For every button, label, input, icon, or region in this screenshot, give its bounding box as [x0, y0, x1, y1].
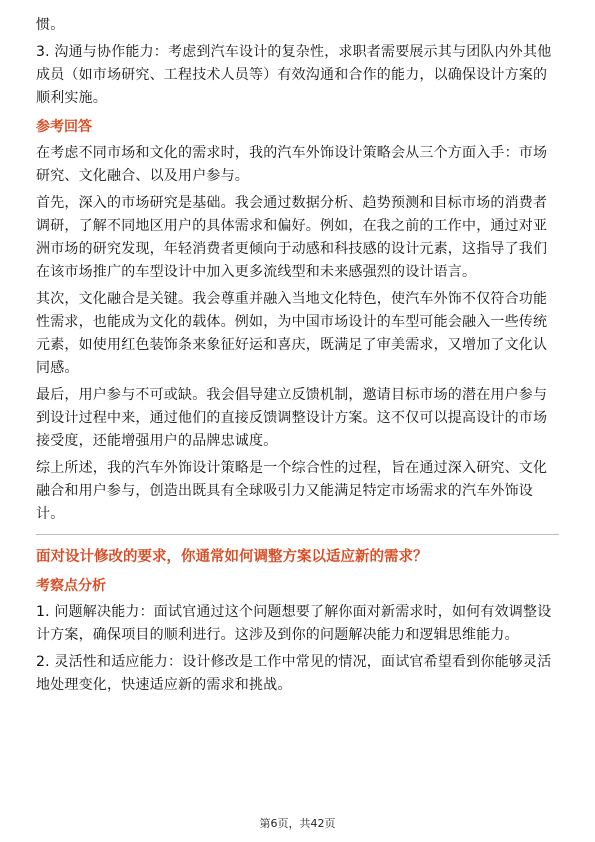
answer-paragraph-2: 首先，深入的市场研究是基础。我会通过数据分析、趋势预测和目标市场的消费者调研，了解不同地区用户的具体需求和偏好。例如，在我之前的工作中，通过对亚洲市场的研究发现，年轻消费者更倾向于动感和科技感的设计元素，这指导了我们在该市场推广的车型设计中加入更多流线型和未来感强烈的设计语言。: [36, 195, 548, 280]
answer-paragraph-5: 综上所述，我的汽车外饰设计策略是一个综合性的过程，旨在通过深入研究、文化融合和用户参与，创造出既具有全球吸引力又能满足特定市场需求的汽车外饰设计。: [36, 460, 548, 522]
analysis-heading: 考察点分析: [36, 578, 106, 594]
continuation-text: 惯。: [36, 17, 65, 33]
question-title: 面对设计修改的要求，你通常如何调整方案以适应新的需求？: [36, 549, 428, 565]
answer-paragraph-3: 其次，文化融合是关键。我会尊重并融入当地文化特色，使汽车外饰不仅符合功能性需求，也能成为文化的载体。例如，为中国市场设计的车型可能会融入一些传统元素，如使用红色装饰条来象征好运和喜庆，既满足了审美需求，又增加了文化认同感。: [36, 291, 548, 376]
section-divider: [36, 534, 559, 535]
point-3: 3. 沟通与协作能力：考虑到汽车设计的复杂性，求职者需要展示其与团队内外其他成员（如市场研究、工程技术人员等）有效沟通和合作的能力，以确保设计方案的顺利实施。: [36, 44, 552, 106]
document-page: [36, 14, 559, 701]
analysis-point-2: 2. 灵活性和适应能力：设计修改是工作中常见的情况，面试官希望看到你能够灵活地处理变化，快速适应新的需求和挑战。: [36, 654, 552, 693]
answer-paragraph-1: 在考虑不同市场和文化的需求时，我的汽车外饰设计策略会从三个方面入手：市场研究、文化融合、以及用户参与。: [36, 145, 548, 184]
page-footer: 第6页，共42页: [259, 817, 336, 830]
answer-heading: 参考回答: [36, 119, 92, 135]
answer-paragraph-4: 最后，用户参与不可或缺。我会倡导建立反馈机制，邀请目标市场的潜在用户参与到设计过程中来，通过他们的直接反馈调整设计方案。这不仅可以提高设计的市场接受度，还能增强用户的品牌忠诚度。: [36, 387, 548, 449]
analysis-point-1: 1. 问题解决能力：面试官通过这个问题想要了解你面对新需求时，如何有效调整设计方案，确保项目的顺利进行。这涉及到你的问题解决能力和逻辑思维能力。: [36, 604, 552, 643]
